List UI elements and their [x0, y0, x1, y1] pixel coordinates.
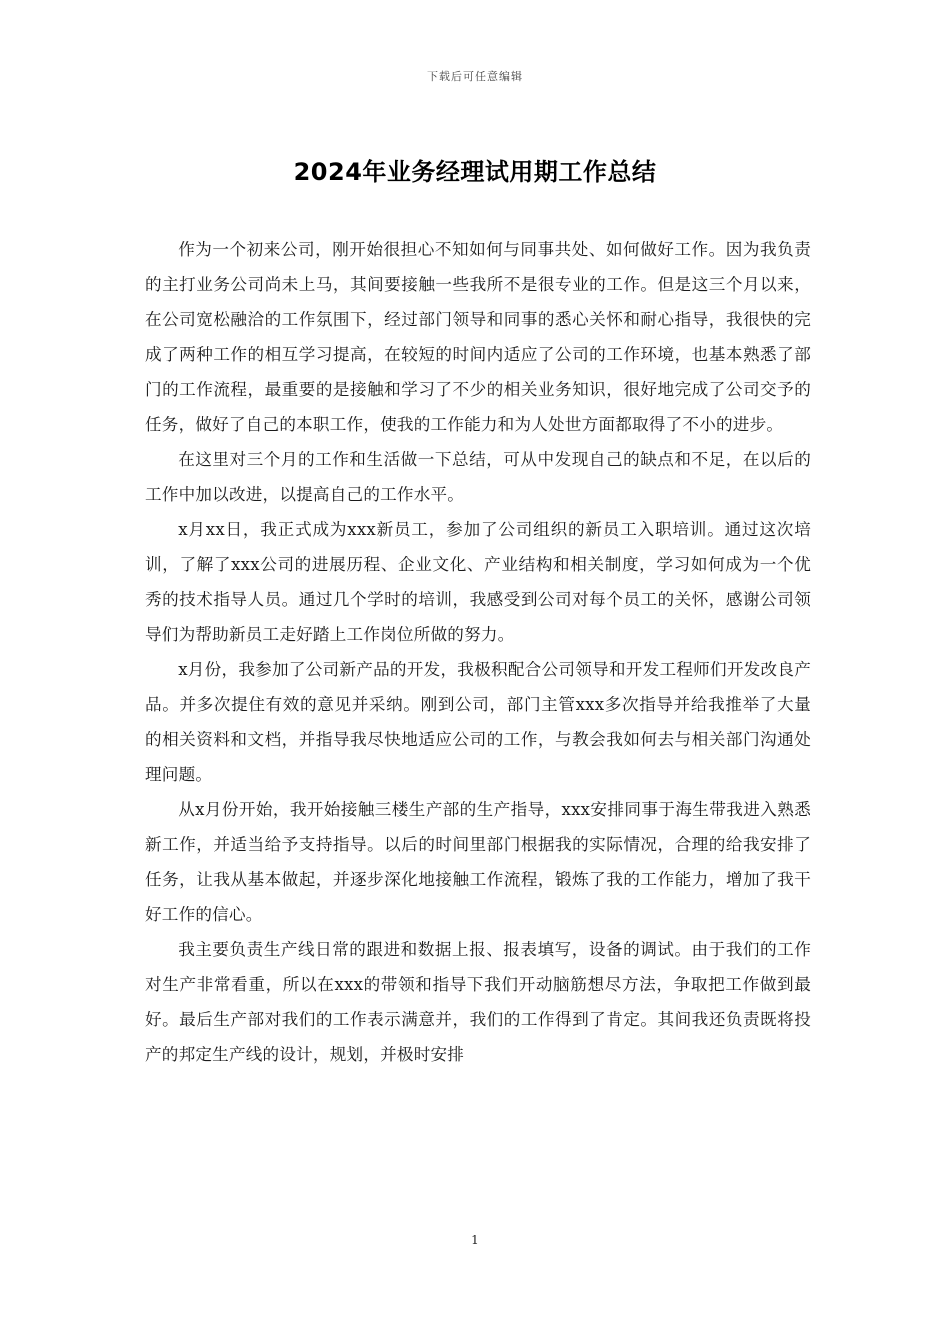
paragraph: 作为一个初来公司，刚开始很担心不知如何与同事共处、如何做好工作。因为我负责的主打业务公司尚未上马，其间要接触一些我所不是很专业的工作。但是这三个月以来，在公司宽松融洽的工作氛围下，经过部门领导和同事的悉心关怀和耐心指导，我很快的完成了两种工作的相互学习提高，在较短的时间内适应了公司的工作环境，也基本熟悉了部门的工作流程，最重要的是接触和学习了不少的相关业务知识，很好地完成了公司交予的任务，做好了自己的本职工作，使我的工作能力和为人处世方面都取得了不小的进步。 — [145, 240, 811, 434]
header-note: 下载后可任意编辑 — [427, 70, 523, 83]
paragraph: 我主要负责生产线日常的跟进和数据上报、报表填写，设备的调试。由于我们的工作对生产非常看重，所以在xxx的带领和指导下我们开动脑筋想尽方法，争取把工作做到最好。最后生产部对我们的工作表示满意并，我们的工作得到了肯定。其间我还负责既将投产的邦定生产线的设计，规划，并极时安排 — [145, 940, 811, 1064]
paragraph: 在这里对三个月的工作和生活做一下总结，可从中发现自己的缺点和不足，在以后的工作中加以改进，以提高自己的工作水平。 — [145, 450, 811, 504]
page-number: 1 — [471, 1233, 479, 1247]
paragraph: 从x月份开始，我开始接触三楼生产部的生产指导，xxx安排同事于海生带我进入熟悉新工作，并适当给予支持指导。以后的时间里部门根据我的实际情况，合理的给我安排了任务，让我从基本做起，并逐步深化地接触工作流程，锻炼了我的工作能力，增加了我干好工作的信心。 — [145, 800, 811, 924]
paragraph: x月xx日，我正式成为xxx新员工，参加了公司组织的新员工入职培训。通过这次培训，了解了xxx公司的进展历程、企业文化、产业结构和相关制度，学习如何成为一个优秀的技术指导人员。通过几个学时的培训，我感受到公司对每个员工的关怀，感谢公司领导们为帮助新员工走好踏上工作岗位所做的努力。 — [145, 520, 811, 644]
paragraph: x月份，我参加了公司新产品的开发，我极积配合公司领导和开发工程师们开发改良产品。并多次提住有效的意见并采纳。刚到公司，部门主管xxx多次指导并给我推举了大量的相关资料和文档，并指导我尽快地适应公司的工作，与教会我如何去与相关部门沟通处理问题。 — [145, 660, 811, 784]
document-title: 2024年业务经理试用期工作总结 — [293, 158, 657, 186]
document-body — [145, 232, 811, 1072]
